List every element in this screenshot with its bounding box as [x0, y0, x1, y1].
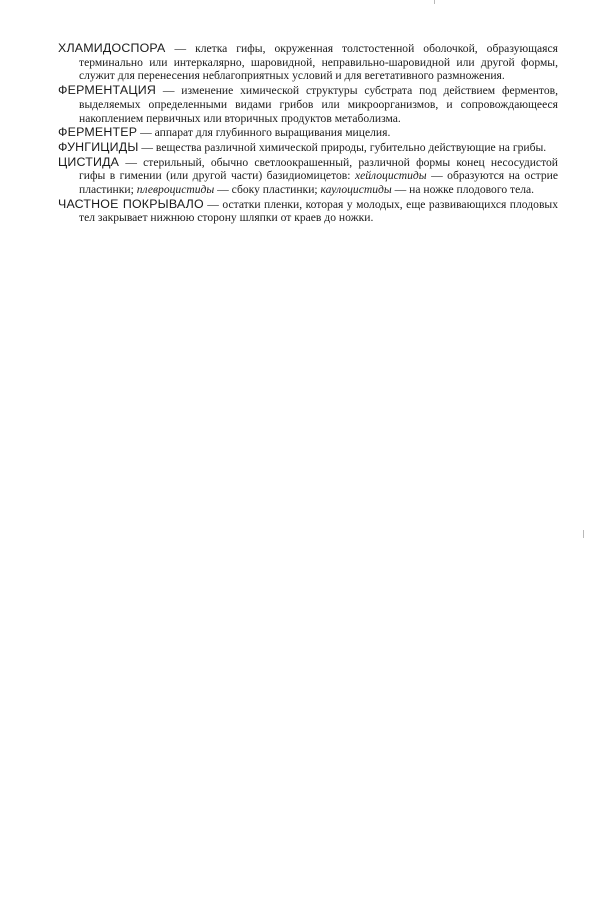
glossary-entry — [58, 198, 558, 225]
glossary-definition — [137, 126, 390, 139]
definition-text: — клетка гифы, окруженная толстостенной оболочкой, образующаяся терминально или интеркалярно, шаровидной, неправильно-шаровидной или другой формы, служит для перенесения неблагоприятных условий и для вегетативного размножения. — [79, 42, 558, 83]
glossary-term: ФЕРМЕНТЕР — [58, 125, 138, 140]
glossary-entry — [58, 42, 558, 83]
definition-text: — изменение химической структуры субстрата под действием ферментов, выделяемых определенными видами грибов или микроорганизмов, и сопровождающееся накоплением первичных или вторичных продуктов метаболизма. — [79, 84, 558, 125]
definition-text: — аппарат для глубинного выращивания мицелия. — [137, 126, 391, 140]
definition-italic-term: каулоцистиды — [320, 183, 392, 197]
definition-text: — сбоку пластинки; — [214, 183, 321, 197]
scan-mark-right — [583, 530, 584, 538]
definition-text: — вещества различной химической природы, губительно действующие на грибы. — [138, 140, 547, 154]
glossary-entry — [58, 141, 558, 155]
glossary-term: ХЛАМИДОСПОРА — [58, 41, 166, 55]
glossary-definition — [79, 156, 558, 196]
definition-italic-term: плевроцистиды — [136, 183, 215, 197]
definition-italic-term: хейлоцистиды — [354, 169, 427, 183]
glossary-entry — [58, 126, 558, 140]
scan-mark-top — [434, 0, 435, 4]
glossary-term: ЧАСТНОЕ ПОКРЫВАЛО — [58, 196, 204, 211]
glossary-entry — [58, 84, 558, 125]
glossary-term: ЦИСТИДА — [58, 154, 120, 169]
glossary-entry — [58, 156, 558, 197]
definition-text: — образуются на острие пластинки; — [79, 169, 558, 197]
definition-text: — остатки пленки, которая у молодых, еще развивающихся плодовых тел закрывает нижнюю сторону шляпки от краев до ножки. — [79, 197, 558, 225]
glossary-list — [58, 42, 558, 226]
glossary-term: ФУНГИЦИДЫ — [58, 139, 139, 154]
definition-text: — на ножке плодового тела. — [391, 183, 535, 197]
glossary-term: ФЕРМЕНТАЦИЯ — [58, 83, 156, 98]
definition-text: — стерильный, обычно светлоокрашенный, различной формы конец несосудистой гифы в гимении (или другой части) базидиомицетов: — [79, 155, 558, 183]
glossary-definition — [139, 141, 547, 154]
